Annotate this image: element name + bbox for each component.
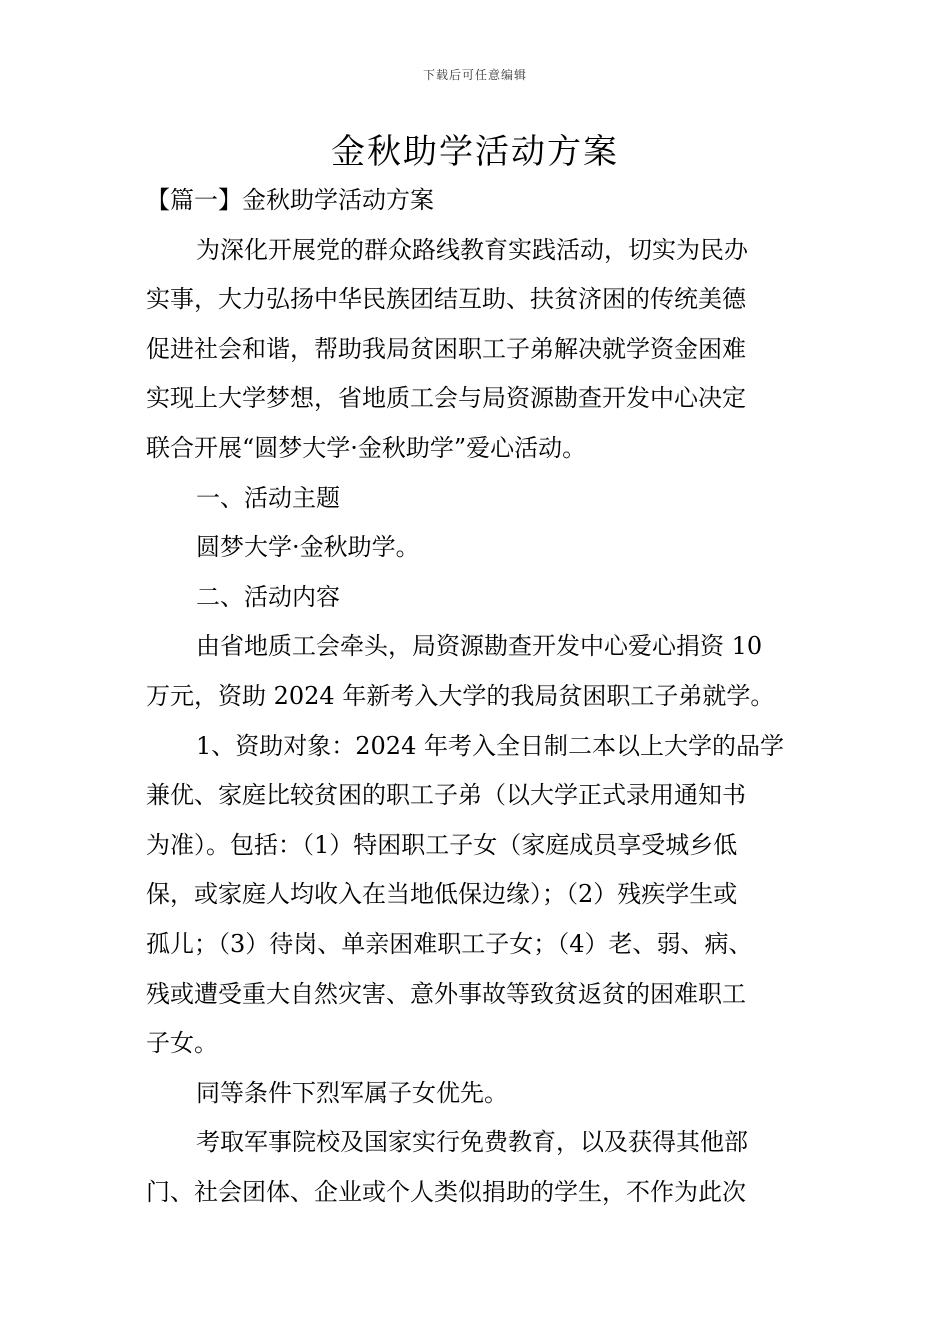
- paragraph-line: 残或遭受重大自然灾害、意外事故等致贫返贫的困难职工: [146, 979, 746, 1008]
- paragraph-line: 保，或家庭人均收入在当地低保边缘）；（2）残疾学生或: [146, 880, 738, 909]
- paragraph-line: 兼优、家庭比较贫困的职工子弟（以大学正式录用通知书: [146, 781, 746, 810]
- paragraph-line: 圆梦大学·金秋助学。: [196, 533, 420, 562]
- paragraph-line: 为深化开展党的群众路线教育实践活动，切实为民办: [196, 235, 748, 264]
- paragraph-line: 为准）。包括：（1）特困职工子女（家庭成员享受城乡低: [146, 830, 738, 859]
- paragraph-line: 孤儿；（3）待岗、单亲困难职工子女；（4）老、弱、病、: [146, 929, 753, 958]
- paragraph-line: 门、社会团体、企业或个人类似捐助的学生，不作为此次: [146, 1177, 746, 1206]
- paragraph-line: 同等条件下烈军属子女优先。: [196, 1078, 508, 1107]
- header-note: 下载后可任意编辑: [422, 68, 527, 82]
- paragraph-line: 促进社会和谐，帮助我局贫困职工子弟解决就学资金困难: [146, 334, 746, 363]
- document-body: [146, 176, 846, 1217]
- subheading-content: 二、活动内容: [196, 582, 340, 611]
- paragraph-line: 实事，大力弘扬中华民族团结互助、扶贫济困的传统美德: [146, 285, 746, 314]
- document-title: 金秋助学活动方案: [331, 132, 619, 172]
- paragraph-line: 实现上大学梦想，省地质工会与局资源勘查开发中心决定: [146, 384, 746, 413]
- paragraph-line: 联合开展“圆梦大学·金秋助学”爱心活动。: [146, 433, 587, 462]
- paragraph-line: 考取军事院校及国家实行免费教育，以及获得其他部: [196, 1128, 748, 1157]
- paragraph-line: 万元，资助 2024 年新考入大学的我局贫困职工子弟就学。: [146, 681, 775, 710]
- section-heading: 【篇一】金秋助学活动方案: [146, 186, 434, 214]
- paragraph-line: 子女。: [146, 1029, 218, 1058]
- paragraph-line: 1、资助对象：2024 年考入全日制二本以上大学的品学: [196, 731, 784, 760]
- subheading-theme: 一、活动主题: [196, 483, 340, 512]
- paragraph-line: 由省地质工会牵头，局资源勘查开发中心爱心捐资 10: [196, 632, 763, 661]
